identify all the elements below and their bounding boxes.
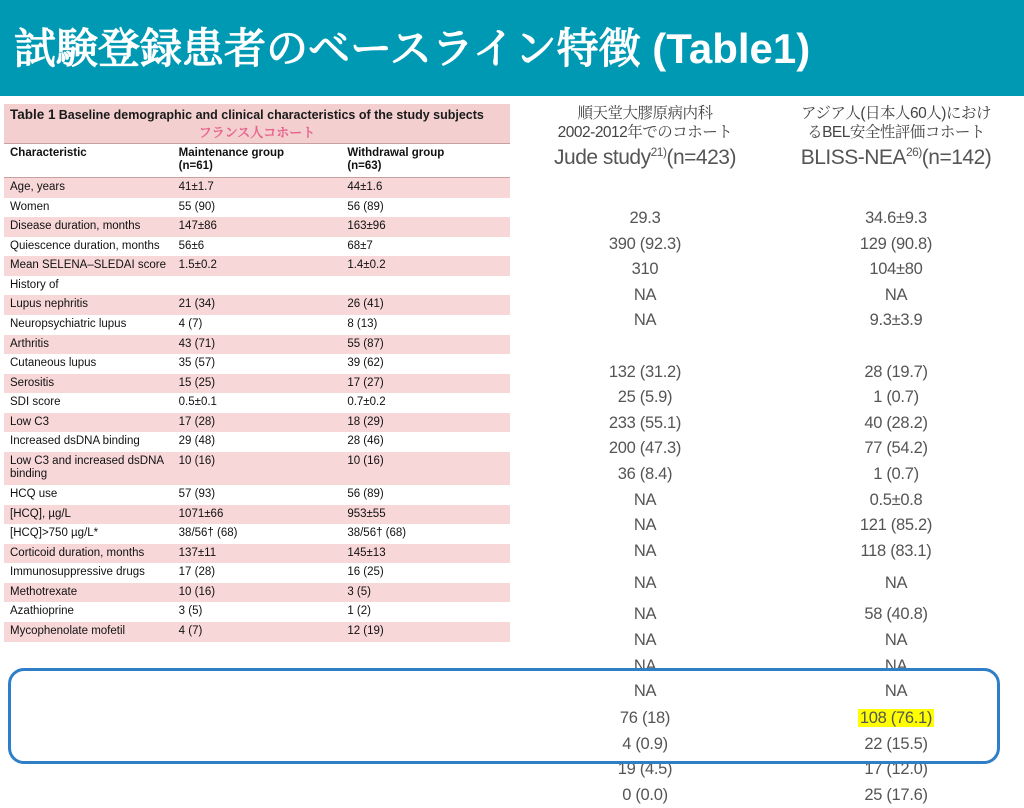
cohort-b-value: NA [884, 656, 908, 675]
row-maintenance-value: 43 (71) [173, 335, 342, 355]
table-row [4, 315, 510, 335]
row-maintenance-value: 10 (16) [173, 452, 342, 485]
cohort-a-value: NA [633, 574, 657, 593]
column-header-characteristic: Characteristic [4, 143, 173, 177]
row-label: Mean SELENA–SLEDAI score [4, 256, 173, 276]
row-label: SDI score [4, 393, 173, 413]
table-row [4, 217, 510, 237]
table-row [4, 602, 510, 622]
row-label: Women [4, 198, 173, 218]
row-withdrawal-value: 68±7 [341, 237, 510, 257]
table-row [4, 452, 510, 485]
row-label: Azathioprine [4, 602, 173, 622]
row-withdrawal-value: 17 (27) [341, 374, 510, 394]
cohort-b-value: 25 (17.6) [864, 785, 928, 804]
cohort-a-value: 4 (0.9) [622, 734, 668, 753]
row-withdrawal-value: 8 (13) [341, 315, 510, 335]
cohort-b-value: 1 (0.7) [873, 464, 919, 483]
column-header-withdrawal [341, 143, 510, 177]
row-maintenance-value: 35 (57) [173, 354, 342, 374]
row-maintenance-value: 15 (25) [173, 374, 342, 394]
row-withdrawal-value: 26 (41) [341, 295, 510, 315]
cohort-a-value: 233 (55.1) [608, 413, 682, 432]
title-banner [0, 0, 1024, 96]
table-row [4, 295, 510, 315]
row-maintenance-value: 4 (7) [173, 315, 342, 335]
cohort-a-value-empty [520, 334, 770, 360]
row-label: Lupus nephritis [4, 295, 173, 315]
cohort-a-value: NA [633, 311, 657, 330]
table-row [4, 276, 510, 296]
row-maintenance-value: 55 (90) [173, 198, 342, 218]
cohort-b-value: 9.3±3.9 [869, 311, 923, 330]
row-label: Immunosuppressive drugs [4, 563, 173, 583]
cohort-a-value: 19 (4.5) [617, 760, 673, 779]
cohort-b-value: 0.5±0.8 [869, 490, 923, 509]
row-maintenance-value: 38/56† (68) [173, 524, 342, 544]
table-row [4, 198, 510, 218]
row-label: [HCQ]>750 µg/L* [4, 524, 173, 544]
row-maintenance-value: 21 (34) [173, 295, 342, 315]
row-withdrawal-value: 18 (29) [341, 413, 510, 433]
table-row [4, 622, 510, 642]
row-label: Low C3 and increased dsDNA binding [4, 452, 173, 485]
cohort-b-value: 104±80 [869, 260, 923, 279]
column-header-maintenance [173, 143, 342, 177]
cohort-a-sample-size: (n=423) [666, 145, 736, 169]
cohort-b-value-highlighted [770, 705, 1022, 732]
cohort-a-value: NA [633, 285, 657, 304]
column-header-withdrawal-line2: (n=63) [347, 160, 382, 173]
cohort-a-value: 0 (0.0) [622, 785, 668, 804]
cohort-b-value: 129 (90.8) [859, 234, 933, 253]
cohort-b-values [770, 206, 1022, 808]
row-maintenance-value: 0.5±0.1 [173, 393, 342, 413]
row-withdrawal-value: 55 (87) [341, 335, 510, 355]
row-label: Corticoid duration, months [4, 544, 173, 564]
cohort-b-value: 1 (0.7) [873, 388, 919, 407]
row-withdrawal-value: 953±55 [341, 505, 510, 525]
cohort-a-value: 132 (31.2) [608, 362, 682, 381]
table-header-row [4, 143, 510, 177]
cohort-b-value: NA [884, 285, 908, 304]
row-withdrawal-value: 163±96 [341, 217, 510, 237]
row-withdrawal-value: 39 (62) [341, 354, 510, 374]
row-withdrawal-value: 12 (19) [341, 622, 510, 642]
cohort-b-value: 77 (54.2) [864, 439, 928, 458]
table-row [4, 544, 510, 564]
cohort-b-value: 34.6±9.3 [865, 209, 927, 227]
baseline-characteristics-table [4, 104, 510, 642]
cohort-a-values [520, 206, 770, 808]
cohort-a-value: NA [633, 605, 657, 624]
row-label: HCQ use [4, 485, 173, 505]
cohort-b-study-name: BLISS-NEA [800, 145, 906, 169]
row-label: Serositis [4, 374, 173, 394]
row-label: Age, years [4, 178, 173, 198]
cohort-a-value: NA [633, 682, 657, 701]
row-withdrawal-value: 56 (89) [341, 198, 510, 218]
cohort-a-value: NA [633, 630, 657, 649]
row-maintenance-value: 10 (16) [173, 583, 342, 603]
row-withdrawal-value: 28 (46) [341, 432, 510, 452]
row-withdrawal-value: 3 (5) [341, 583, 510, 603]
table-row [4, 485, 510, 505]
table-caption-cell [4, 104, 510, 143]
cohort-b-title [770, 145, 1022, 171]
row-withdrawal-value: 38/56† (68) [341, 524, 510, 544]
cohort-b-value: 17 (12.0) [864, 760, 928, 779]
cohort-a-title [520, 145, 770, 171]
cohort-a-value: 390 (92.3) [608, 234, 682, 253]
row-withdrawal-value: 0.7±0.2 [341, 393, 510, 413]
cohort-a-value: 200 (47.3) [608, 439, 682, 458]
table [4, 104, 510, 642]
row-label: Arthritis [4, 335, 173, 355]
cohort-b-value: 40 (28.2) [864, 413, 928, 432]
table-caption-text: Baseline demographic and clinical characteristics of the study subjects [58, 108, 484, 122]
row-label: Methotrexate [4, 583, 173, 603]
table-row [4, 583, 510, 603]
cohort-a-header-line1: 順天堂大膠原病内科 [577, 105, 713, 122]
cohort-b-value: NA [884, 574, 908, 593]
row-label: Cutaneous lupus [4, 354, 173, 374]
row-label: Neuropsychiatric lupus [4, 315, 173, 335]
row-withdrawal-value: 10 (16) [341, 452, 510, 485]
cohort-a-value: NA [633, 516, 657, 535]
cohort-a-study-name: Jude study [554, 145, 651, 169]
table-row [4, 413, 510, 433]
page-title: 試験登録患者のベースライン特徴 (Table1) [14, 25, 811, 72]
row-maintenance-value: 1.5±0.2 [173, 256, 342, 276]
cohort-b-header-line2: るBEL安全性評価コホート [807, 124, 985, 142]
row-maintenance-value: 147±86 [173, 217, 342, 237]
row-maintenance-value [173, 276, 342, 296]
cohort-a-value: 310 [631, 260, 659, 279]
table-row [4, 505, 510, 525]
row-maintenance-value: 56±6 [173, 237, 342, 257]
table-row [4, 256, 510, 276]
column-header-maintenance-line1: Maintenance group [178, 146, 285, 159]
row-maintenance-value: 17 (28) [173, 413, 342, 433]
row-label: Quiescence duration, months [4, 237, 173, 257]
row-withdrawal-value: 16 (25) [341, 563, 510, 583]
column-header-withdrawal-line1: Withdrawal group [347, 146, 445, 159]
row-maintenance-value: 41±1.7 [173, 178, 342, 198]
cohort-b-value: 58 (40.8) [864, 605, 928, 624]
row-maintenance-value: 1071±66 [173, 505, 342, 525]
row-maintenance-value: 3 (5) [173, 602, 342, 622]
table-row [4, 524, 510, 544]
row-label: History of [4, 276, 173, 296]
row-maintenance-value: 4 (7) [173, 622, 342, 642]
row-label: Disease duration, months [4, 217, 173, 237]
table-row [4, 563, 510, 583]
cohort-a-value: NA [633, 490, 657, 509]
row-withdrawal-value: 1.4±0.2 [341, 256, 510, 276]
table-row [4, 237, 510, 257]
table-row [4, 374, 510, 394]
cohort-b-value: NA [884, 630, 908, 649]
cohort-b-value: 118 (83.1) [860, 541, 932, 560]
row-withdrawal-value: 1 (2) [341, 602, 510, 622]
row-label: Low C3 [4, 413, 173, 433]
table-row [4, 335, 510, 355]
row-label: Mycophenolate mofetil [4, 622, 173, 642]
cohort-a-header [520, 104, 770, 171]
cohort-b-reference: 26) [905, 144, 922, 159]
cohort-b-value: 22 (15.5) [864, 734, 928, 753]
table-caption-annotation: フランス人コホート [198, 124, 316, 140]
row-withdrawal-value [341, 276, 510, 296]
table-row [4, 354, 510, 374]
cohort-a-header-line2: 2002-2012年でのコホート [557, 124, 733, 142]
cohort-a-value: 36 (8.4) [617, 464, 673, 483]
row-maintenance-value: 57 (93) [173, 485, 342, 505]
cohort-b-sample-size: (n=142) [921, 145, 992, 169]
table-caption-label: Table 1 [10, 107, 56, 122]
cohort-b-value: 28 (19.7) [864, 362, 928, 381]
cohort-a-value: 76 (18) [619, 708, 671, 727]
cohort-b-value: 121 (85.2) [859, 516, 933, 535]
row-maintenance-value: 137±11 [173, 544, 342, 564]
cohort-a-reference: 21) [650, 144, 667, 159]
cohort-a-value: 29.3 [629, 209, 661, 227]
row-maintenance-value: 17 (28) [173, 563, 342, 583]
table-row [4, 178, 510, 198]
table-body [4, 104, 510, 642]
table-row [4, 393, 510, 413]
column-header-maintenance-line2: (n=61) [178, 160, 213, 173]
cohort-a-value: NA [633, 656, 657, 675]
row-withdrawal-value: 44±1.6 [341, 178, 510, 198]
cohort-a-value: 25 (5.9) [617, 388, 673, 407]
row-label: [HCQ], µg/L [4, 505, 173, 525]
row-withdrawal-value: 56 (89) [341, 485, 510, 505]
cohort-b-header-line1: アジア人(日本人60人)におけ [801, 105, 991, 122]
row-maintenance-value: 29 (48) [173, 432, 342, 452]
cohort-b-header [770, 104, 1022, 171]
table-row [4, 432, 510, 452]
cohort-b-value: NA [884, 682, 908, 701]
highlighted-value: 108 (76.1) [859, 708, 933, 727]
cohort-b-value-empty [770, 334, 1022, 360]
row-withdrawal-value: 145±13 [341, 544, 510, 564]
cohort-a-value: NA [633, 541, 657, 560]
table-caption-row [4, 104, 510, 143]
row-label: Increased dsDNA binding [4, 432, 173, 452]
